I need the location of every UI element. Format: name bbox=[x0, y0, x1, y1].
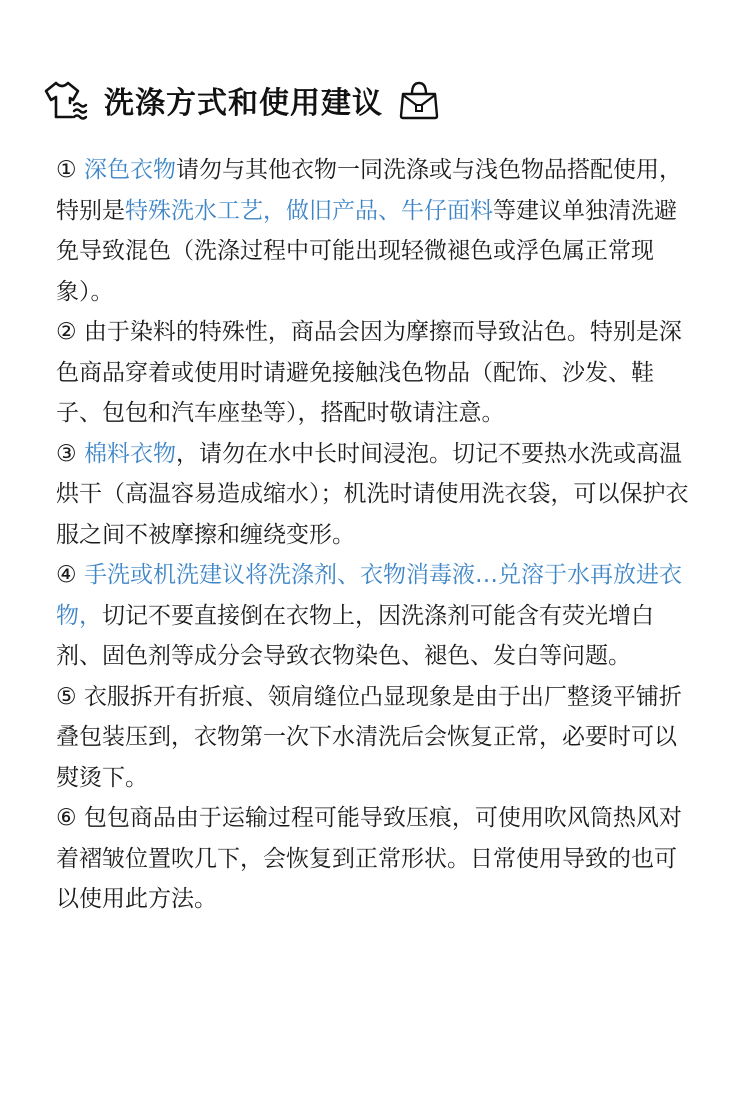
instruction-text: ② 由于染料的特殊性，商品会因为摩擦而导致沾色。特别是深色商品穿着或使用时请避免接触浅色物品（配饰、沙发、鞋子、包包和汽车座垫等），搭配时敬请注意。 bbox=[56, 319, 682, 426]
section-header bbox=[42, 76, 441, 124]
instruction-2 bbox=[56, 312, 696, 434]
handbag-icon bbox=[397, 78, 441, 122]
instruction-4 bbox=[56, 555, 696, 677]
instruction-text: 等建议单独清洗避免导致混色（洗涤过程中可能出现轻微褪色或浮色属正常现象）。 bbox=[56, 197, 677, 305]
highlight-text: 深色衣物 bbox=[83, 157, 176, 183]
instruction-6 bbox=[56, 798, 696, 920]
instruction-text: ⑥ 包包商品由于运输过程可能导致压痕，可使用吹风筒热风对着褶皱位置吹几下，会恢复到正常形状。日常使用导致的也可以使用此方法。 bbox=[56, 805, 682, 912]
instruction-text: ④ bbox=[56, 562, 84, 588]
instruction-text: ，请勿在水中长时间浸泡。切记不要热水洗或高温烘干（高温容易造成缩水）；机洗时请使用洗衣袋，可以保护衣服之间不被摩擦和缠绕变形。 bbox=[56, 440, 689, 548]
instruction-text: 请勿与其他衣物一同洗涤或与浅色物品搭配使用，特别是 bbox=[56, 157, 682, 224]
tshirt-wash-icon bbox=[42, 77, 92, 123]
instruction-text: ⑤ 衣服拆开有折痕、领肩缝位凸显现象是由于出厂整烫平铺折叠包装压到，衣物第一次下水清洗后会恢复正常，必要时可以熨烫下。 bbox=[56, 683, 682, 791]
instruction-text: ③ bbox=[56, 440, 84, 467]
instruction-text: 切记不要直接倒在衣物上，因洗涤剂可能含有荧光增白剂、固色剂等成分会导致衣物染色、褪色、发白等问题。 bbox=[56, 602, 654, 669]
care-instructions bbox=[56, 150, 696, 920]
page-title: 洗涤方式和使用建议 bbox=[104, 86, 383, 121]
highlight-text: 特殊洗水工艺，做旧产品、牛仔面料 bbox=[125, 197, 493, 224]
instruction-5 bbox=[56, 677, 696, 799]
highlight-text: 棉料衣物 bbox=[83, 440, 176, 467]
instruction-3 bbox=[56, 434, 696, 556]
instruction-text: ① bbox=[56, 157, 84, 183]
instruction-1 bbox=[56, 150, 696, 312]
highlight-text: 手洗或机洗建议将洗涤剂、衣物消毒液…兑溶于水再放进衣物， bbox=[56, 562, 682, 629]
